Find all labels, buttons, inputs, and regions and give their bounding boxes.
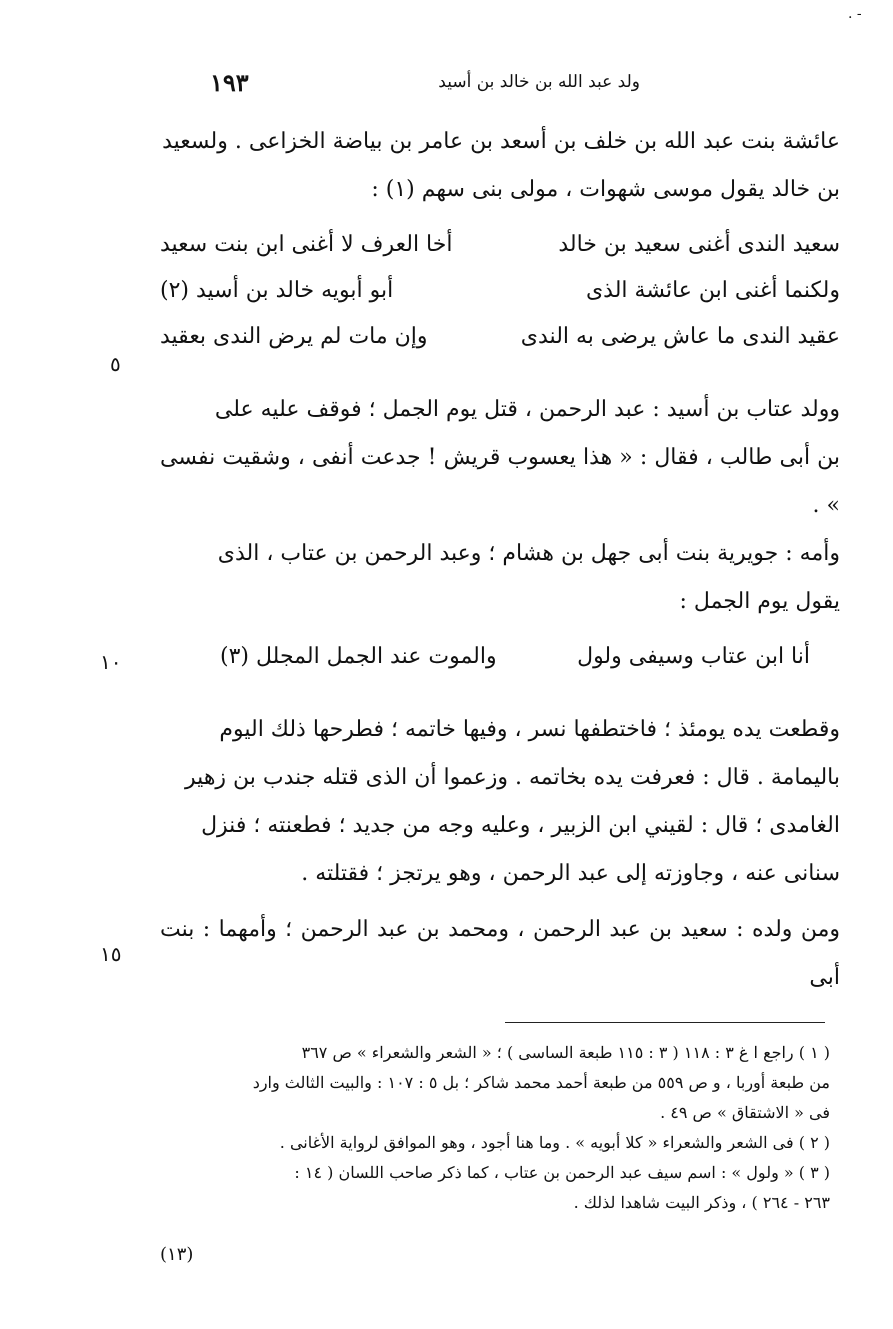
footnote-line: ( ١ ) راجع ا غ ٣ : ١١٨ ( ٣ : ١١٥ طبعة الساسى ) ؛ « الشعر والشعراء » ص ٣٦٧ (301, 1043, 830, 1062)
signature-mark: (١٣) (160, 1244, 194, 1265)
page-header (210, 62, 640, 102)
text-line: عائشة بنت عبد الله بن خلف بن أسعد بن عامر بن بياضة الخزاعى . ولسعيد (162, 129, 840, 154)
line-marker-5: ٥ (110, 352, 121, 376)
verse (160, 634, 840, 680)
hemistich-left: أبو أبويه خالد بن أسيد (٢) (160, 278, 394, 303)
paragraph-3 (160, 706, 840, 898)
footnote-divider (505, 1022, 825, 1023)
text-line: يقول يوم الجمل : (679, 589, 840, 614)
text-line: وأمه : جويرية بنت أبى جهل بن هشام ؛ وعبد الرحمن بن عتاب ، الذى (217, 541, 840, 566)
paragraph-1 (160, 118, 840, 214)
text-line: بن خالد يقول موسى شهوات ، مولى بنى سهم (١) : (371, 177, 840, 202)
main-text (160, 118, 840, 1002)
text-line: وولد عتاب بن أسيد : عبد الرحمن ، قتل يوم الجمل ؛ فوقف عليه على (214, 397, 840, 422)
footnote-line: ( ٣ ) « ولول » : اسم سيف عبد الرحمن بن عتاب ، كما ذكر صاحب اللسان ( ١٤ : (294, 1163, 830, 1182)
text-line: بن أبى طالب ، فقال : « هذا يعسوب قريش ! جدعت أنفى ، وشقيت نفسى » . (160, 445, 840, 518)
page-number: ١٩٣ (210, 67, 249, 97)
verse (160, 222, 840, 268)
verse (160, 268, 840, 314)
poem-2 (160, 634, 840, 680)
text-line: ومن ولده : سعيد بن عبد الرحمن ، ومحمد بن عبد الرحمن ؛ وأمهما : بنت أبى (160, 917, 840, 990)
hemistich-left: أخا العرف لا أغنى ابن بنت سعيد (160, 232, 453, 257)
footnote-line: ( ٢ ) فى الشعر والشعراء « كلا أبويه » . وما هنا أجود ، وهو الموافق لرواية الأغانى . (279, 1133, 830, 1152)
footnote-line: فى « الاشتقاق » ص ٤٩ . (660, 1103, 830, 1122)
paragraph-4 (160, 906, 840, 1002)
footnotes (130, 1038, 830, 1218)
text-line: باليمامة . قال : فعرفت يده بخاتمه . وزعموا أن الذى قتله جندب بن زهير (185, 765, 840, 790)
line-marker-10: ١٠ (100, 650, 122, 674)
hemistich-right: ولكنما أغنى ابن عائشة الذى (585, 278, 840, 303)
text-line: الغامدى ؛ قال : لقيني ابن الزبير ، وعليه وجه من جديد ؛ فطعنته ؛ فنزل (201, 813, 840, 838)
verse (160, 314, 840, 360)
hemistich-right: سعيد الندى أغنى سعيد بن خالد (558, 232, 840, 257)
hemistich-right: أنا ابن عتاب وسيفى ولول (577, 644, 810, 669)
footnote-line: من طبعة أوربا ، و ص ٥٥٩ من طبعة أحمد محمد شاكر ؛ بل ٥ : ١٠٧ : والبيت الثالث وارد (252, 1073, 830, 1092)
scan-artifact: . - (848, 6, 862, 22)
line-marker-15: ١٥ (100, 942, 122, 966)
text-line: وقطعت يده يومئذ ؛ فاختطفها نسر ، وفيها خاتمه ؛ فطرحها ذلك اليوم (219, 717, 840, 742)
running-head: ولد عبد الله بن خالد بن أسيد (438, 72, 640, 92)
hemistich-right: عقيد الندى ما عاش يرضى به الندى (520, 324, 840, 349)
paragraph-2 (160, 386, 840, 626)
hemistich-left: والموت عند الجمل المجلل (٣) (220, 644, 497, 669)
poem-1 (160, 222, 840, 360)
hemistich-left: وإن مات لم يرض الندى بعقيد (160, 324, 428, 349)
footnote-line: ٢٦٣ - ٢٦٤ ) ، وذكر البيت شاهدا لذلك . (573, 1193, 830, 1212)
text-line: سنانى عنه ، وجاوزته إلى عبد الرحمن ، وهو يرتجز ؛ فقتلته . (301, 861, 840, 886)
